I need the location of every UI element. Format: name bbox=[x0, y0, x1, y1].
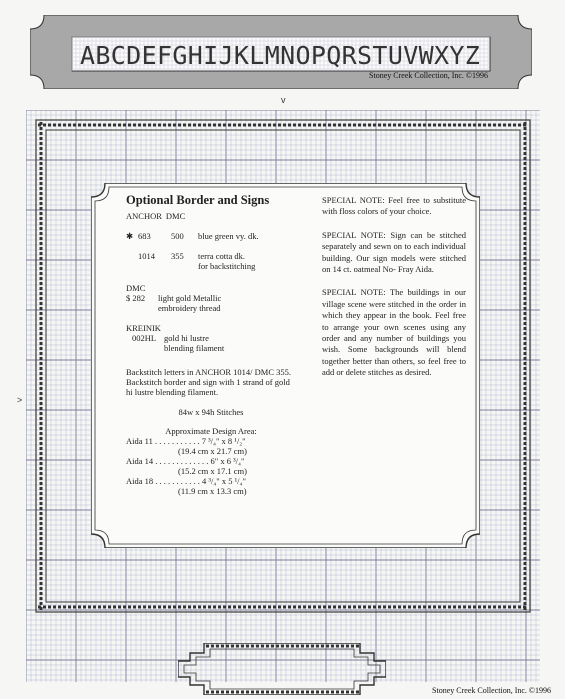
alphabet-letter: W bbox=[418, 40, 434, 70]
alphabet-letter: Q bbox=[326, 40, 342, 70]
alphabet-letter: N bbox=[280, 40, 296, 70]
alphabet-letter: T bbox=[372, 40, 388, 70]
symbol-blank bbox=[126, 251, 138, 271]
alphabet-letter: R bbox=[341, 40, 357, 70]
aida-cm: (11.9 cm x 13.3 cm) bbox=[178, 486, 247, 496]
dmc-metallic-desc-line2: embroidery thread bbox=[158, 303, 221, 313]
aida-line: Aida 18 . . . . . . . . . . . 4 ³/₄" x 5 ¹/₄" bbox=[126, 476, 246, 486]
dmc-metallic-desc-line1: light gold Metallic bbox=[158, 293, 222, 303]
banner-copyright: Stoney Creek Collection, Inc. ©1996 bbox=[369, 71, 488, 80]
thread-desc-line1: terra cotta dk. bbox=[198, 251, 245, 261]
thread-desc-line2: for backstitching bbox=[198, 261, 256, 271]
alphabet-letter: K bbox=[233, 40, 249, 70]
alphabet-letter: A bbox=[80, 40, 96, 70]
alphabet-letter: X bbox=[433, 40, 450, 70]
stitch-count: 84w x 94h Stitches bbox=[178, 407, 244, 417]
alphabet-letter: L bbox=[249, 40, 265, 70]
alphabet-letter: V bbox=[403, 40, 419, 70]
thread-header bbox=[126, 211, 296, 221]
kreinik-code: 002HL bbox=[132, 333, 157, 343]
dmc-metallic-code: $ 282 bbox=[126, 293, 146, 303]
thread-row bbox=[126, 231, 296, 241]
alphabet-letters bbox=[72, 39, 488, 71]
alphabet-letter: S bbox=[357, 40, 373, 70]
alphabet-letter: Y bbox=[449, 40, 465, 70]
thread-desc bbox=[198, 251, 296, 271]
dmc-metallic-row bbox=[126, 293, 296, 313]
alphabet-letter: O bbox=[295, 40, 311, 70]
kreinik-desc bbox=[164, 333, 296, 353]
aida-line: Aida 14 . . . . . . . . . . . . . 6" x 6 ³/₄" bbox=[126, 456, 245, 466]
alphabet-letter: P bbox=[310, 40, 326, 70]
dmc-col-label: DMC bbox=[165, 211, 186, 221]
anchor-col-label: ANCHOR bbox=[126, 211, 162, 221]
special-note: SPECIAL NOTE: Sign can be stitched separately and sewn on to each individual building. Our sign models were stitched on 14 ct. oatmeal No- Fray Aida. bbox=[322, 229, 466, 275]
dmc-label: DMC bbox=[126, 283, 146, 293]
card-title: Optional Border and Signs bbox=[126, 193, 270, 207]
center-marker-top: v bbox=[281, 95, 286, 105]
special-note: SPECIAL NOTE: The buildings in our village scene were stitched in the order in which they appear in the book. Feel free to arrange your own scenes using any order and any number of buildings you wish. Some backgrounds will blend together better than others, so feel free to add or delete stitches as desired. bbox=[322, 287, 466, 378]
alphabet-letter: D bbox=[126, 40, 142, 70]
alphabet-letter: U bbox=[387, 40, 403, 70]
alphabet-letter: C bbox=[110, 40, 126, 70]
sign-frame-pattern bbox=[178, 643, 386, 695]
center-marker-left: > bbox=[17, 395, 23, 405]
alphabet-letter: H bbox=[187, 40, 203, 70]
alphabet-letter: E bbox=[141, 40, 157, 70]
alphabet-letter: J bbox=[218, 40, 234, 70]
aida-sizes bbox=[126, 436, 296, 496]
aida-cm: (19.4 cm x 21.7 cm) bbox=[178, 446, 247, 456]
design-area-label: Approximate Design Area: bbox=[165, 426, 257, 436]
footer-copyright: Stoney Creek Collection, Inc. ©1996 bbox=[432, 686, 551, 695]
anchor-code: 1014 bbox=[138, 251, 155, 261]
alphabet-letter: Z bbox=[464, 40, 480, 70]
alphabet-letter: F bbox=[156, 40, 173, 70]
sign-frame-shape bbox=[178, 643, 386, 695]
thread-desc: blue green vy. dk. bbox=[198, 231, 259, 241]
alphabet-letter: M bbox=[264, 40, 280, 70]
alphabet-letter: I bbox=[203, 40, 219, 70]
dmc-code: 500 bbox=[171, 231, 184, 241]
dmc-metallic-desc bbox=[158, 293, 296, 313]
alphabet-letter: B bbox=[95, 40, 111, 70]
thread-row bbox=[126, 251, 296, 271]
kreinik-desc-line2: blending filament bbox=[164, 343, 225, 353]
aida-cm: (15.2 cm x 17.1 cm) bbox=[178, 466, 247, 476]
alphabet-letter: G bbox=[172, 40, 188, 70]
aida-line: Aida 11 . . . . . . . . . . . 7 ³/₄" x 8 ¹/₂" bbox=[126, 436, 246, 446]
dmc-code: 355 bbox=[171, 251, 184, 261]
special-notes bbox=[322, 195, 466, 391]
kreinik-label: KREINIK bbox=[126, 323, 161, 333]
backstitch-note-1: Backstitch letters in ANCHOR 1014/ DMC 355. bbox=[126, 367, 292, 377]
thread-key bbox=[126, 195, 296, 496]
kreinik-desc-line1: gold hi lustre bbox=[164, 333, 209, 343]
kreinik-row bbox=[126, 333, 296, 353]
symbol-star-icon: ✱ bbox=[126, 231, 134, 241]
anchor-code: 683 bbox=[138, 231, 151, 241]
alphabet-banner bbox=[30, 15, 532, 89]
special-note: SPECIAL NOTE: Feel free to substitute with floss colors of your choice. bbox=[322, 195, 466, 217]
backstitch-note-2: Backstitch border and sign with 1 strand of gold hi lustre blending filament. bbox=[126, 377, 290, 397]
info-card bbox=[91, 183, 480, 548]
